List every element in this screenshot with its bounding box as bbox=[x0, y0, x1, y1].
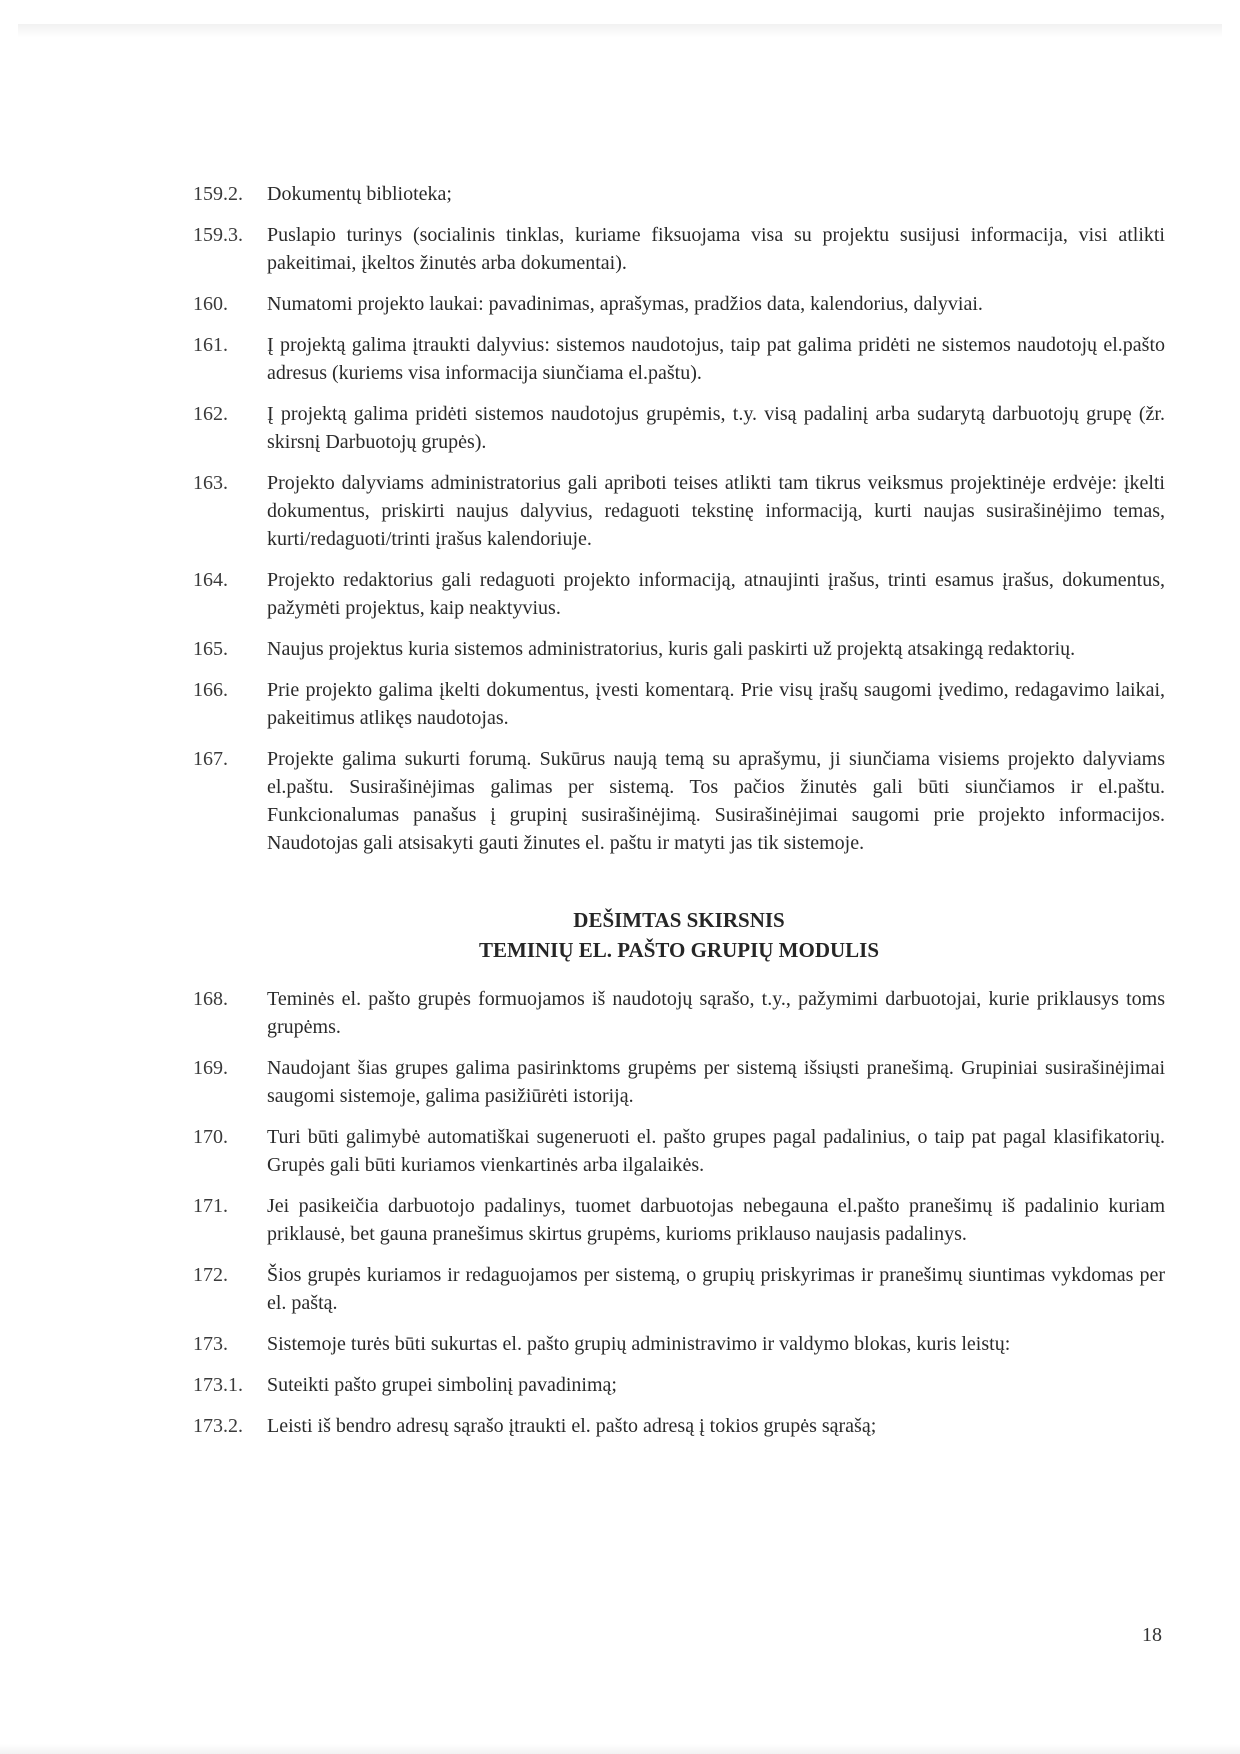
scan-edge-top bbox=[18, 24, 1222, 38]
item-number: 173.1. bbox=[193, 1374, 243, 1396]
item-number: 159.2. bbox=[193, 183, 243, 205]
item-number: 168. bbox=[193, 988, 228, 1010]
list-item bbox=[193, 290, 1165, 318]
list-item bbox=[193, 469, 1165, 553]
item-text: Puslapio turinys (socialinis tinklas, kuriame fiksuojama visa su projektu susijusi informacija, visi atlikti pakeitimai, įkeltos žinutės arba dokumentai). bbox=[267, 224, 1165, 274]
item-number: 165. bbox=[193, 638, 228, 660]
page-number: 18 bbox=[1142, 1624, 1162, 1646]
item-number: 173.2. bbox=[193, 1415, 243, 1437]
item-text: Naujus projektus kuria sistemos administratorius, kuris gali paskirti už projektą atsakingą redaktorių. bbox=[267, 638, 1076, 660]
list-item bbox=[193, 221, 1165, 277]
list-before-section bbox=[193, 180, 1165, 857]
item-number: 169. bbox=[193, 1057, 228, 1079]
section-heading bbox=[193, 905, 1165, 965]
item-text: Projekto dalyviams administratorius gali apriboti teises atlikti tam tikrus veiksmus projektinėje erdvėje: įkelti dokumentus, priskirti naujus dalyvius, redaguoti tekstinę informaciją, kurti naujas susirašinėjimo temas, kurti/redaguoti/trinti įrašus kalendoriuje. bbox=[267, 472, 1165, 550]
item-number: 167. bbox=[193, 748, 228, 770]
list-item bbox=[193, 1330, 1165, 1358]
item-text: Turi būti galimybė automatiškai sugeneruoti el. pašto grupes pagal padalinius, o taip pat pagal klasifikatorių. Grupės gali būti kuriamos vienkartinės arba ilgalaikės. bbox=[267, 1126, 1165, 1176]
item-text: Dokumentų biblioteka; bbox=[267, 183, 452, 205]
item-text: Į projektą galima pridėti sistemos naudotojus grupėmis, t.y. visą padalinį arba sudarytą darbuotojų grupę (žr. skirsnį Darbuotojų grupės). bbox=[267, 403, 1165, 453]
list-item bbox=[193, 1261, 1165, 1317]
item-number: 171. bbox=[193, 1195, 228, 1217]
item-number: 161. bbox=[193, 334, 228, 356]
item-text: Leisti iš bendro adresų sąrašo įtraukti el. pašto adresą į tokios grupės sąrašą; bbox=[267, 1415, 877, 1437]
section-title: DEŠIMTAS SKIRSNIS bbox=[573, 908, 785, 932]
item-text: Projekte galima sukurti forumą. Sukūrus naują temą su aprašymu, ji siunčiama visiems projekto dalyviams el.paštu. Susirašinėjimas galimas per sistemą. Tos pačios žinutės gali būti siunčiamos ir el.paštu. Funkcionalumas panašus į grupinį susirašinėjimą. Susirašinėjimai saugomi prie projekto informacijos. Naudotojas gali atsisakyti gauti žinutes el. paštu ir matyti jas tik sistemoje. bbox=[267, 748, 1165, 854]
list-item bbox=[193, 1054, 1165, 1110]
item-text: Jei pasikeičia darbuotojo padalinys, tuomet darbuotojas nebegauna el.pašto pranešimų iš padalinio kuriam priklausė, bet gauna pranešimus skirtus grupėms, kurioms priklauso naujasis padalinys. bbox=[267, 1195, 1165, 1245]
list-item bbox=[193, 635, 1165, 663]
item-number: 173. bbox=[193, 1333, 228, 1355]
list-item bbox=[193, 1123, 1165, 1179]
list-item bbox=[193, 400, 1165, 456]
item-number: 159.3. bbox=[193, 224, 243, 246]
list-item bbox=[193, 180, 1165, 208]
item-text: Suteikti pašto grupei simbolinį pavadinimą; bbox=[267, 1374, 617, 1396]
item-text: Teminės el. pašto grupės formuojamos iš naudotojų sąrašo, t.y., pažymimi darbuotojai, kurie priklausys toms grupėms. bbox=[267, 988, 1165, 1038]
list-item bbox=[193, 985, 1165, 1041]
item-number: 160. bbox=[193, 293, 228, 315]
list-after-section bbox=[193, 985, 1165, 1440]
scan-edge-bottom bbox=[0, 1744, 1240, 1754]
item-text: Sistemoje turės būti sukurtas el. pašto grupių administravimo ir valdymo blokas, kuris leistų: bbox=[267, 1333, 1011, 1355]
list-item bbox=[193, 1371, 1165, 1399]
item-text: Numatomi projekto laukai: pavadinimas, aprašymas, pradžios data, kalendorius, dalyviai. bbox=[267, 293, 983, 315]
item-number: 162. bbox=[193, 403, 228, 425]
item-number: 170. bbox=[193, 1126, 228, 1148]
item-number: 163. bbox=[193, 472, 228, 494]
list-item bbox=[193, 566, 1165, 622]
list-item bbox=[193, 1412, 1165, 1440]
item-text: Naudojant šias grupes galima pasirinktoms grupėms per sistemą išsiųsti pranešimą. Grupiniai susirašinėjimai saugomi sistemoje, galima pasižiūrėti istoriją. bbox=[267, 1057, 1165, 1107]
document-body bbox=[193, 180, 1165, 1453]
item-number: 166. bbox=[193, 679, 228, 701]
list-item bbox=[193, 676, 1165, 732]
list-item bbox=[193, 1192, 1165, 1248]
section-subtitle: TEMINIŲ EL. PAŠTO GRUPIŲ MODULIS bbox=[478, 938, 880, 962]
item-text: Į projektą galima įtraukti dalyvius: sistemos naudotojus, taip pat galima pridėti ne sistemos naudotojų el.pašto adresus (kuriems visa informacija siunčiama el.paštu). bbox=[267, 334, 1165, 384]
item-text: Prie projekto galima įkelti dokumentus, įvesti komentarą. Prie visų įrašų saugomi įvedimo, redagavimo laikai, pakeitimus atlikęs naudotojas. bbox=[267, 679, 1165, 729]
item-text: Šios grupės kuriamos ir redaguojamos per sistemą, o grupių priskyrimas ir pranešimų siuntimas vykdomas per el. paštą. bbox=[267, 1264, 1165, 1314]
list-item bbox=[193, 331, 1165, 387]
list-item bbox=[193, 745, 1165, 857]
item-number: 164. bbox=[193, 569, 228, 591]
item-text: Projekto redaktorius gali redaguoti projekto informaciją, atnaujinti įrašus, trinti esamus įrašus, dokumentus, pažymėti projektus, kaip neaktyvius. bbox=[267, 569, 1165, 619]
item-number: 172. bbox=[193, 1264, 228, 1286]
